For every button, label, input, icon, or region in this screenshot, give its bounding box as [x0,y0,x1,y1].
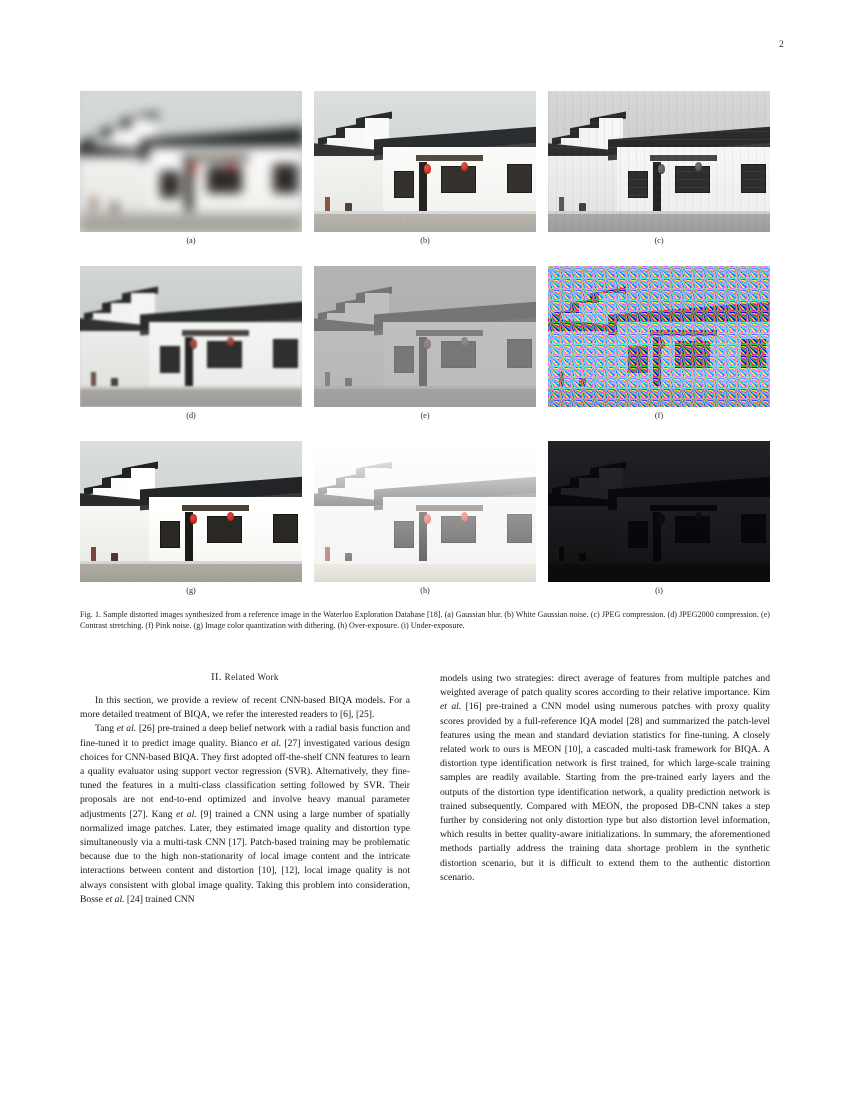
figure-panel-f [548,266,770,421]
section-heading [80,672,410,683]
paragraph-related-work-continued: models using two strategies: direct average of features from multiple patches and weighted average of patch quality scores according to their relative importance. Kim et al. [16] pre-trained a CNN model using numerous patches with proxy quality scores provided by a full-reference IQA model [28] and summarized the patch-level features using the mean and standard deviation statistics for fine-tuning. A closely related work to ours is MEON [10], a cascaded multi-task framework for BIQA. A distortion type identification network is first trained, for which large-scale training samples are readily available. Starting from the pre-trained early layers and the outputs of the distortion type identification network, a quality prediction network is trained subsequently. Compared with MEON, the proposed DB-CNN takes a step further by considering not only distortion type but also distortion level information, which results in better quality-aware initializations. In summary, the aforementioned methods partially address the training data shortage problem in the synthetic distortion scenario, but it is difficult to extend them to the authentic distortion scenario. [440,673,770,883]
figure-panel-b [314,91,536,246]
figure-panel-e [314,266,536,421]
figure-panel-label: (f) [654,411,664,420]
body-columns [80,672,770,907]
figure-row-1 [80,91,770,246]
paragraph-related-work-1: Tang et al. [26] pre-trained a deep belief network with a radial basis function and fine-tuned it to predict image quality. Bianco et al. [27] investigated various design choices for CNN-based BIQA. They first adopted off-the-shelf CNN features to learn a quality evaluator using support vector regression (SVR). Alternatively, they fine-tuned the features in a multi-class classification setting followed by SVR. Their proposals are not end-to-end optimized and involve heavy manual parameter adjustments [27]. Kang et al. [9] trained a CNN using a large number of spatially normalized image patches. Later, they estimated image quality and distortion type simultaneously via a multi-task CNN [17]. Patch-based training may be problematic because due to the high non-stationarity of local image content and the intricate interactions between content and distortion [10], [12], local image quality is not always consistent with global image quality. Taking this problem into consideration, Bosse et al. [24] trained CNN [80,723,410,905]
figure-panel-label: (c) [654,236,664,245]
figure-row-2 [80,266,770,421]
figure-caption: Fig. 1. Sample distorted images synthesized from a reference image in the Waterloo Exploration Database [18]. (a) Gaussian blur. (b) White Gaussian noise. (c) JPEG compression. (d) JPEG2000 compression. (e) Contrast stretching. (f) Pink noise. (g) Image color quantization with dithering. (h) Over-exposure. (i) Under-exposure. [80,610,770,631]
figure-panel-label: (d) [186,411,196,420]
image-jpeg2000-compression [80,266,302,407]
figure-panel-label: (i) [655,586,663,595]
image-jpeg-compression [548,91,770,232]
figure-panel-g [80,441,302,596]
image-over-exposure [314,441,536,582]
figure-panel-i [548,441,770,596]
figure-1 [80,91,770,596]
image-under-exposure [548,441,770,582]
figure-panel-label: (a) [186,236,196,245]
section-number: II. [211,672,222,683]
paragraph-intro: In this section, we provide a review of recent CNN-based BIQA models. For a more detailed treatment of BIQA, we refer the interested readers to [6], [25]. [80,695,410,721]
figure-panel-d [80,266,302,421]
right-column [440,672,770,907]
image-contrast-stretching [314,266,536,407]
figure-panel-c [548,91,770,246]
page-number: 2 [779,40,784,50]
figure-row-3 [80,441,770,596]
image-gaussian-blur [80,91,302,232]
figure-panel-label: (e) [420,411,430,420]
section-title: Related Work [224,672,279,682]
image-color-quantization-dithering [80,441,302,582]
figure-panel-label: (g) [186,586,196,595]
figure-panel-h [314,441,536,596]
image-pink-noise [548,266,770,407]
image-white-gaussian-noise [314,91,536,232]
figure-panel-a [80,91,302,246]
figure-panel-label: (h) [420,586,430,595]
figure-panel-label: (b) [420,236,430,245]
left-column [80,672,410,907]
